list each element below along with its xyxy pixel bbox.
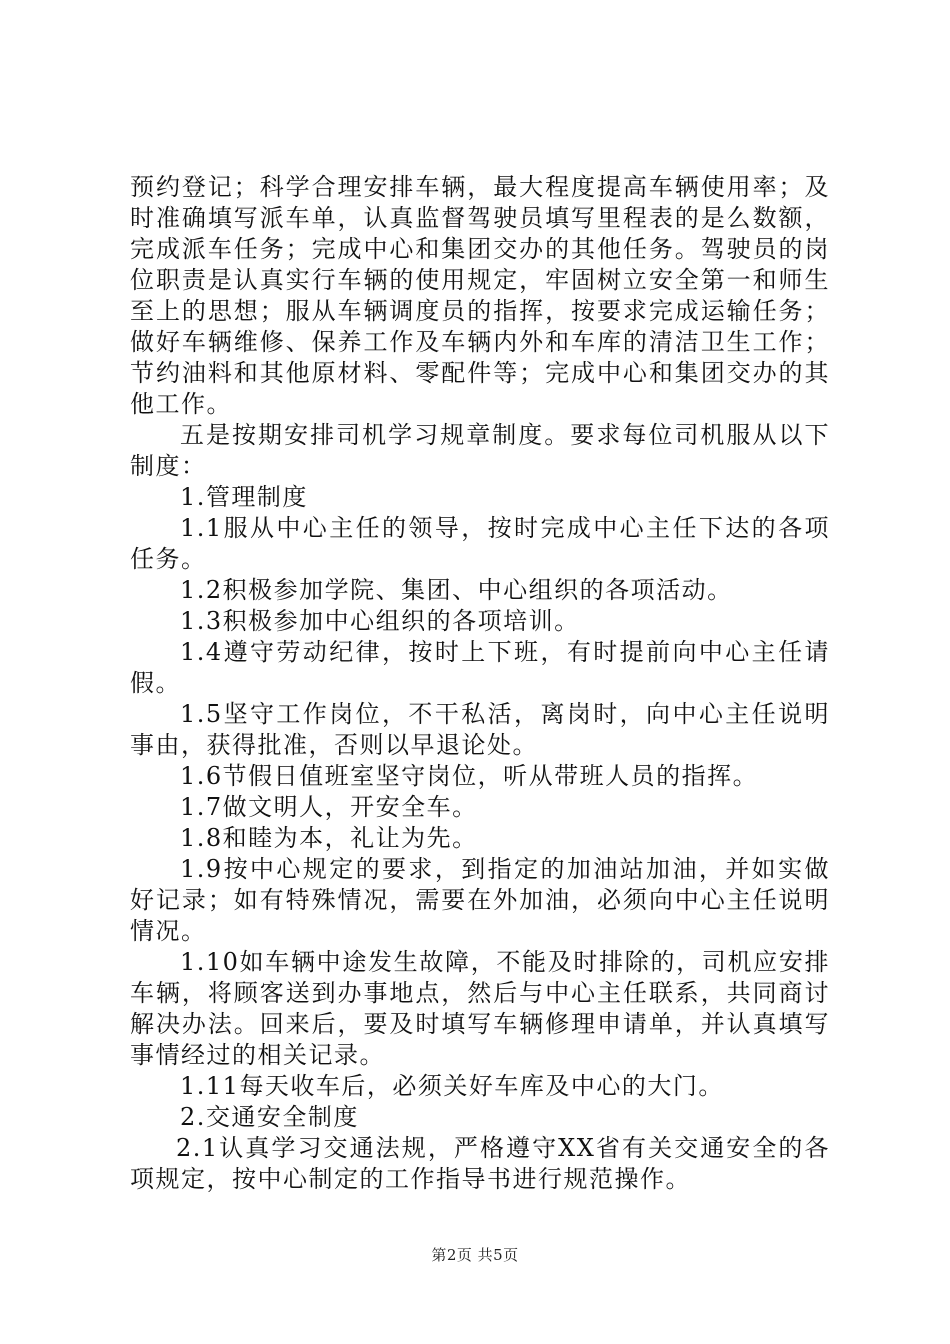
rule-1-10: 1.10如车辆中途发生故障，不能及时排除的，司机应安排车辆，将顾客送到办事地点，然后与中心主任联系，共同商讨解决办法。回来后，要及时填写车辆修理申请单，并认真填写事情经过的相关记录。 xyxy=(130,948,830,1069)
document-body xyxy=(130,172,830,1195)
paragraph-item-5: 五是按期安排司机学习规章制度。要求每位司机服从以下制度： xyxy=(130,421,830,480)
rule-1-9: 1.9按中心规定的要求，到指定的加油站加油，并如实做好记录；如有特殊情况，需要在外加油，必须向中心主任说明情况。 xyxy=(130,855,830,945)
rule-1-7: 1.7做文明人，开安全车。 xyxy=(180,793,478,821)
section-heading-traffic-safety: 2.交通安全制度 xyxy=(180,1103,359,1131)
rule-1-3: 1.3积极参加中心组织的各项培训。 xyxy=(180,607,580,635)
rule-2-1: 2.1认真学习交通法规，严格遵守XX省有关交通安全的各项规定，按中心制定的工作指导书进行规范操作。 xyxy=(130,1134,830,1193)
section-heading-management: 1.管理制度 xyxy=(180,483,308,511)
rule-1-8: 1.8和睦为本，礼让为先。 xyxy=(180,824,478,852)
rule-1-5: 1.5坚守工作岗位，不干私活，离岗时，向中心主任说明事由，获得批准，否则以早退论处。 xyxy=(130,700,830,759)
rule-1-2: 1.2积极参加学院、集团、中心组织的各项活动。 xyxy=(180,576,733,604)
rule-1-11: 1.11每天收车后，必须关好车库及中心的大门。 xyxy=(180,1072,724,1100)
page-number-footer: 第2页 共5页 xyxy=(431,1246,519,1264)
rule-1-1: 1.1服从中心主任的领导，按时完成中心主任下达的各项任务。 xyxy=(130,514,830,573)
paragraph-continuation: 预约登记；科学合理安排车辆，最大程度提高车辆使用率；及时准确填写派车单，认真监督驾驶员填写里程表的是么数额，完成派车任务；完成中心和集团交办的其他任务。驾驶员的岗位职责是认真实行车辆的使用规定，牢固树立安全第一和师生至上的思想；服从车辆调度员的指挥，按要求完成运输任务；做好车辆维修、保养工作及车辆内外和车库的清洁卫生工作；节约油料和其他原材料、零配件等；完成中心和集团交办的其他工作。 xyxy=(130,173,830,418)
rule-1-4: 1.4遵守劳动纪律，按时上下班，有时提前向中心主任请假。 xyxy=(130,638,830,697)
rule-1-6: 1.6节假日值班室坚守岗位，听从带班人员的指挥。 xyxy=(180,762,759,790)
